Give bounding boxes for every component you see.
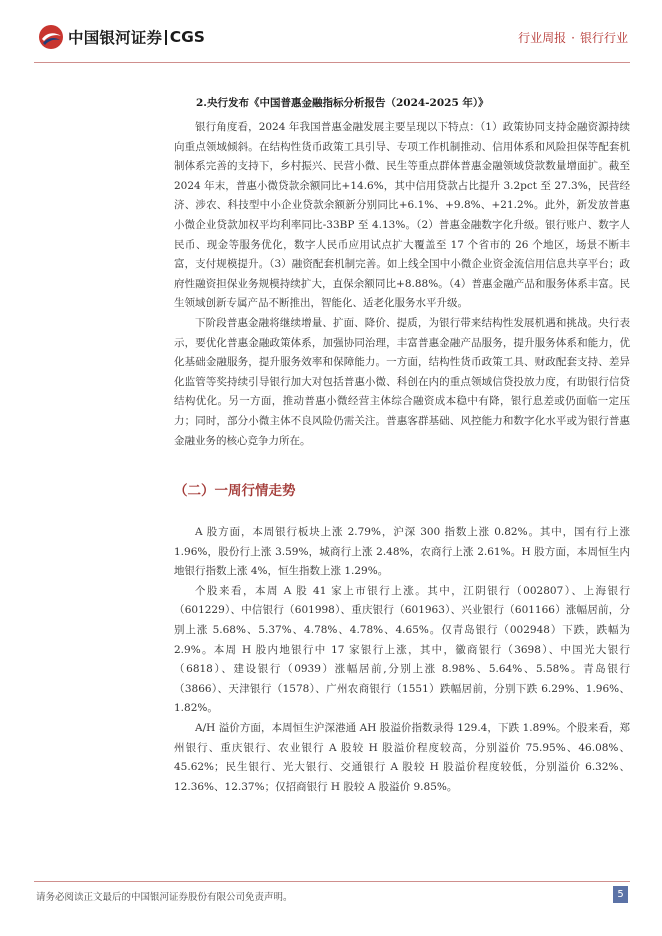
main-content [174, 95, 630, 797]
logo-english-name: CGS [169, 28, 205, 46]
disclaimer-note: 请务必阅读正文最后的中国银河证券股份有限公司免责声明。 [36, 892, 293, 903]
report-category [518, 29, 628, 46]
company-logo [38, 24, 205, 50]
paragraph: A/H 溢价方面，本周恒生沪深港通 AH 股溢价指数录得 129.4，下跌 1.89%。个股来看，郑州银行、重庆银行、农业银行 A 股较 H 股溢价程度较高，分别溢价 75.95%、46.08%、45.62%；民生银行、光大银行、交通银行 A 股较 H 股溢价程度较低，分别溢价 6.32%、12.36%、12.37%；仅招商银行 H 股较 A 股溢价 9.85%。 [174, 722, 630, 793]
paragraph: 个股来看，本周 A 股 41 家上市银行上涨。其中，江阴银行（002807）、上海银行（601229）、中信银行（601998）、重庆银行（601963）、兴业银行（601166）涨幅居前，分别上涨 5.68%、5.37%、4.78%、4.78%、4.65%。仅青岛银行（002948）下跌，跌幅为 2.9%。本周 H 股内地银行中 17 家银行上涨，其中，徽商银行（3698）、中国光大银行（6818）、建设银行（0939）涨幅居前,分别上涨 8.98%、5.64%、5.58%。青岛银行（3866）、天津银行（1578）、广州农商银行（1551）跌幅居前，分别下跌 6.29%、1.96%、1.82%。 [174, 584, 630, 715]
paragraph: 银行角度看，2024 年我国普惠金融发展主要呈现以下特点：（1）政策协同支持金融资源持续向重点领域倾斜。在结构性货币政策工具引导、专项工作机制推动、信用体系和风险担保等配套机制体系完善的支持下，乡村振兴、民营小微、民生等重点群体普惠金融领域贷款数量增面扩。截至 2024 年末，普惠小微贷款余额同比+14.6%，其中信用贷款占比提升 3.2pct 至 27.3%，民营经济、涉农、科技型中小企业贷款余额新分别同比+6.1%、+9.8%、+21.2%。此外，新发放普惠小微企业贷款加权平均利率同比-33BP 至 4.13%。（2）普惠金融数字化升级。银行账户、数字人民币、现金等服务优化，数字人民币应用试点扩大覆盖至 17 个省市的 26 个地区，场景不断丰富，支付规模提升。（3）融资配套机制完善。如上线全国中小微企业资金流信用信息共享平台；政府性融资担保业务规模持续扩大，直保余额同比+8.88%。（4）普惠金融产品和服务体系丰富。民生领域创新专属产品不断推出，智能化、适老化服务水平升级。 [174, 121, 630, 310]
paragraph: 下阶段普惠金融将继续增量、扩面、降价、提质，为银行带来结构性发展机遇和挑战。央行表示，要优化普惠金融政策体系，加强协同治理，丰富普惠金融产品服务，提升服务体系和能力，优化基础金融服务，提升服务效率和保障能力。一方面，结构性货币政策工具、财政配套支持、差异化监管等奖持续引导银行加大对包括普惠小微、科创在内的重点领域信贷投放力度，有助银行信贷结构优化。另一方面，推动普惠小微经营主体综合融资成本稳中有降，银行息差或仍面临一定压力；同时，部分小微主体不良风险仍需关注。普惠客群基础、风控能力和数字化水平或为银行普惠金融业务的核心竞争力所在。 [174, 316, 630, 447]
logo-divider [165, 30, 167, 45]
footer-divider [34, 881, 630, 882]
report-type-label: 行业周报 [518, 31, 567, 45]
subsection-heading: 2.央行发布《中国普惠金融指标分析报告（2024-2025 年）》 [196, 97, 489, 109]
market-review-section [174, 523, 630, 797]
logo-chinese-name: 中国银河证券 [68, 29, 163, 47]
paragraph: A 股方面，本周银行板块上涨 2.79%，沪深 300 指数上涨 0.82%。其中，国有行上涨 1.96%，股份行上涨 3.59%，城商行上涨 2.48%，农商行上涨 2.61%。H 股方面，本周恒生内地银行指数上涨 4%，恒生指数上涨 1.29%。 [174, 526, 630, 578]
cgs-logo-icon [38, 24, 64, 50]
header-separator: · [571, 31, 575, 45]
section-title: （二）一周行情走势 [174, 483, 296, 500]
industry-label: 银行行业 [579, 31, 628, 45]
header-divider [34, 62, 630, 63]
page-number: 5 [613, 886, 628, 903]
page-header [0, 0, 662, 66]
